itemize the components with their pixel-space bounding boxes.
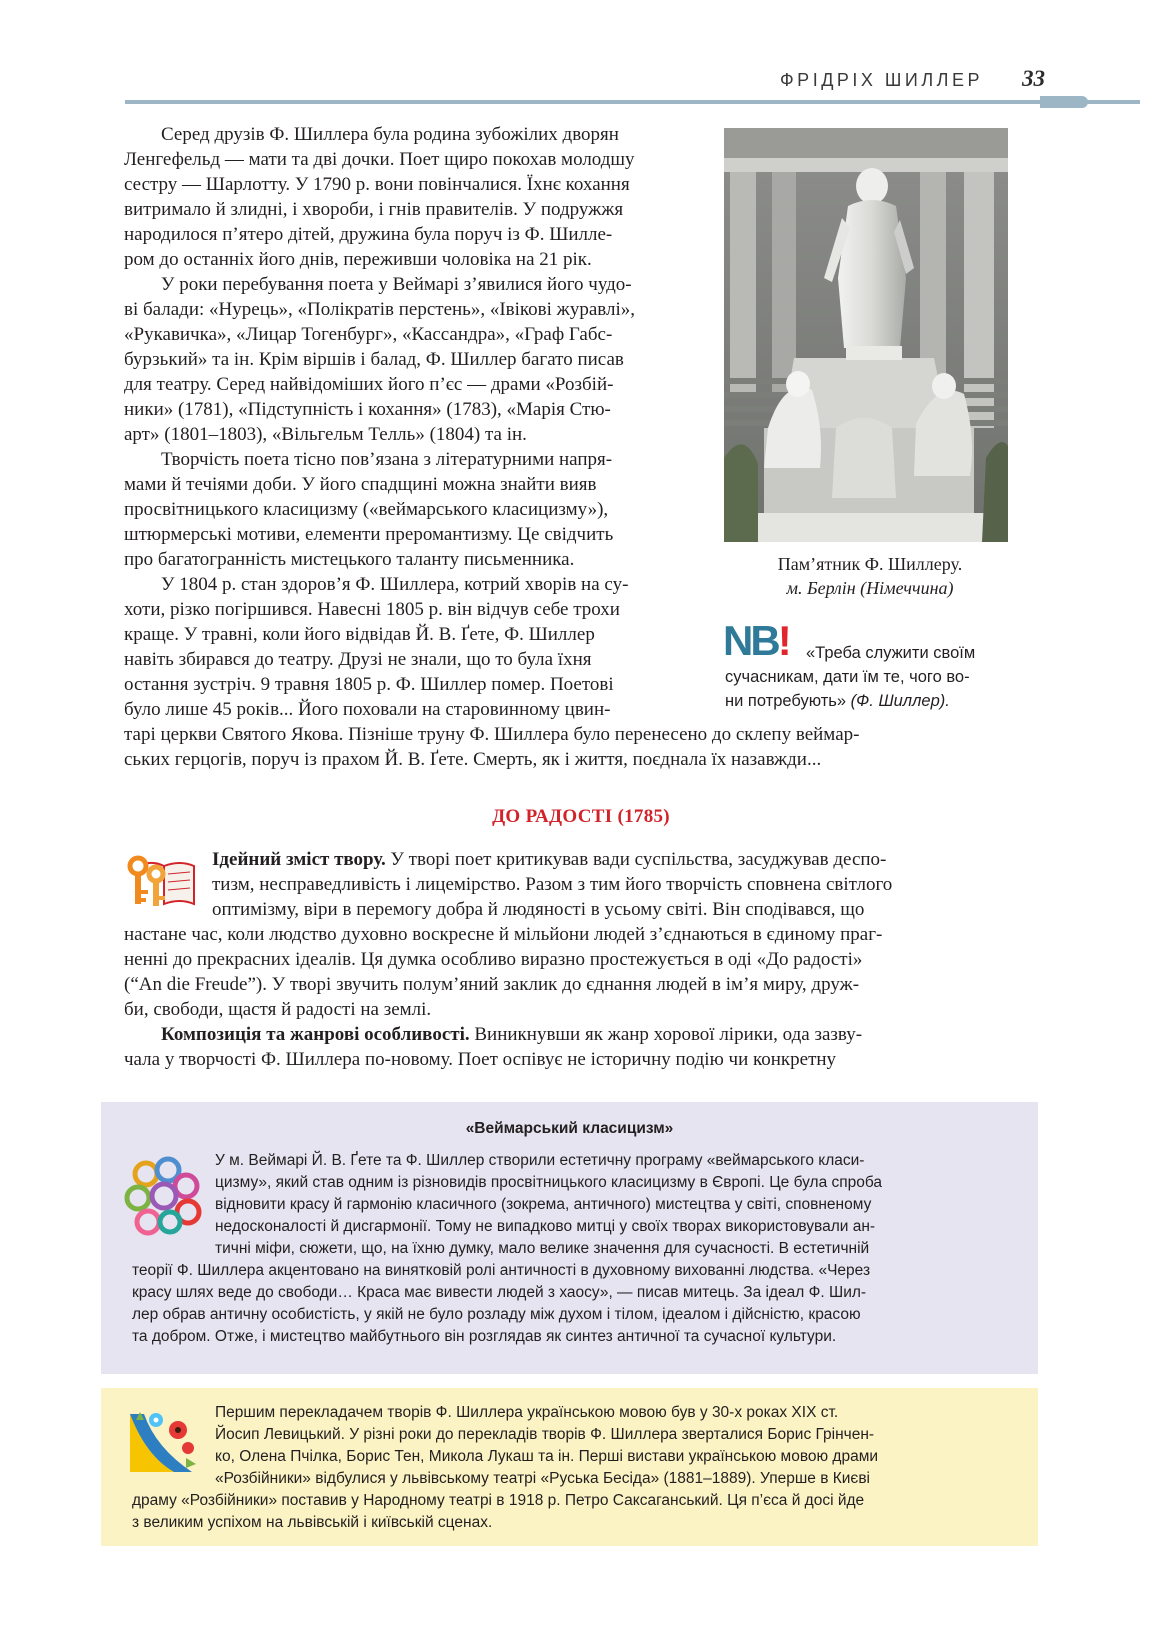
nb-quote-line [725, 689, 950, 713]
classicism-line: красу шлях веде до свободи… Краса має вивести людей з хаосу», — писав митець. За ідеал Ф. Шил- [132, 1284, 867, 1301]
nb-quote-text: ни потребують» [725, 692, 847, 710]
header-rule [125, 100, 1140, 104]
idea-line: би, свободи, щастя й радості на землі. [124, 999, 432, 1020]
bio-line: витримало й злидні, і хвороби, і гнів правителів. У подружжя [124, 199, 624, 220]
bio-line: ром до останніх його днів, переживши чоловіка на 21 рік. [124, 249, 592, 270]
ukraine-line: ко, Олена Пчілка, Борис Тен, Микола Лукаш та ін. Перші вистави українською мовою драми [215, 1448, 879, 1465]
caption-location: м. Берлін (Німеччина) [786, 578, 954, 598]
composition-line: чала у творчості Ф. Шиллера по-новому. Поет оспівує не історичну подію чи конкретну [124, 1049, 837, 1070]
composition-label: Композиція та жанрові особливості. [161, 1024, 470, 1045]
schiller-monument-photo [724, 128, 1008, 542]
bio-line: навіть збирався до театру. Друзі не знали, що то була їхня [124, 649, 592, 670]
photo-caption [715, 552, 1025, 600]
composition-line [161, 1022, 1014, 1047]
bio-line: сестру — Шарлотту. У 1790 р. вони повінчалися. Їхнє кохання [124, 174, 630, 195]
bio-line: бурзький» та ін. Крім віршів і балад, Ф. Шиллер багато писав [124, 349, 624, 370]
composition-text: Виникнувши як жанр хорової лірики, ода зазву- [469, 1024, 863, 1045]
bio-line: просвітницького класицизму («веймарського класицизму»), [124, 499, 609, 520]
ukraine-line: з великим успіхом на львівській і київській сценах. [132, 1514, 493, 1531]
ukraine-line: «Розбійники» відбулися у львівському театрі «Руська Бесіда» (1881–1889). Уперше в Києві [215, 1470, 871, 1487]
classicism-line: недосконалості й дисгармонії. Тому не випадково митці у своїх творах використовували ан- [215, 1218, 876, 1235]
nb-quote-line: «Треба служити своїм [806, 644, 976, 662]
ukraine-line: Першим перекладачем творів Ф. Шиллера українською мовою був у 30-х роках XIX ст. [215, 1404, 839, 1421]
bio-line: «Рукавичка», «Лицар Тогенбург», «Кассандра», «Граф Габс- [124, 324, 613, 345]
keys-book-icon [124, 852, 196, 910]
classicism-line: тичні міфи, сюжети, що, на їхню думку, мало велике значення для сучасності. В естетичній [215, 1240, 870, 1257]
idea-line: оптимізму, віри в перемогу добра й людяності в усьому світі. Він сподівався, що [212, 899, 865, 920]
nb-mark [723, 617, 789, 664]
classicism-line: У м. Веймарі Й. В. Ґете та Ф. Шиллер створили естетичну програму «веймарського класи- [215, 1152, 865, 1169]
page-number: 33 [1022, 66, 1045, 91]
idea-line: тизм, несправедливість і лицемірство. Разом з тим його творчість сповнена світлого [212, 874, 893, 895]
idea-line: (“An die Freude”). У творі звучить полум’яний заклик до єднання людей в ім’я миру, друж- [124, 974, 860, 995]
bio-line: ники» (1781), «Підступність і кохання» (1783), «Марія Стю- [124, 399, 611, 420]
section-title: ДО РАДОСТІ (1785) [492, 806, 670, 827]
caption-line: Пам’ятник Ф. Шиллеру. [777, 554, 963, 574]
nb-quote-author: (Ф. Шиллер). [846, 692, 950, 710]
idea-line [212, 847, 1012, 872]
bio-line: було лише 45 років... Його поховали на старовинному цвин- [124, 699, 611, 720]
bio-line: остання зустріч. 9 травня 1805 р. Ф. Шиллер помер. Поетові [124, 674, 614, 695]
ukraine-line: драму «Розбійники» поставив у Народному театрі в 1918 р. Петро Саксаганський. Ця п’єса й досі йде [132, 1492, 865, 1509]
bio-line: ві балади: «Нурець», «Полікратів перстень», «Івікові журавлі», [124, 299, 635, 320]
bio-line: про багатогранність мистецького таланту письменника. [124, 549, 575, 570]
idea-line: настане час, коли людство духовно воскресне й мільйони людей з’єднаються в єдиному праг- [124, 924, 883, 945]
bio-line: народилося п’ятеро дітей, дружина була поруч із Ф. Шилле- [124, 224, 613, 245]
nb-quote-line: сучасникам, дати їм те, чого во- [725, 668, 970, 686]
classicism-line: лер обрав античну особистість, у якій не було розладу між духом і тілом, ідеалом і дійсністю, красою [132, 1306, 861, 1323]
idea-text: У творі поет критикував вади суспільства, засуджував деспо- [385, 849, 887, 870]
classicism-line: та добром. Отже, і мистецтво майбутнього він розглядав як синтез античної та сучасної культури. [132, 1328, 837, 1345]
nb-exclamation: ! [777, 617, 789, 664]
running-title: ФРІДРІХ ШИЛЛЕР [780, 70, 983, 90]
classicism-line: відновити красу й гармонію класичного (зокрема, античного) мистецтва у світі, сповненому [215, 1196, 872, 1213]
nb-letter-n: N [723, 617, 751, 664]
bio-line: ських герцогів, поруч із прахом Й. В. Ґете. Смерть, як і життя, поєднала їх назавжди... [124, 749, 822, 770]
idea-label: Ідейний зміст твору. [212, 849, 386, 870]
bio-line: Серед друзів Ф. Шиллера була родина зубожілих дворян [161, 124, 619, 145]
bio-line: штюрмерські мотиви, елементи преромантизму. Це свідчить [124, 524, 614, 545]
ukrainian-flowers-icon [126, 1408, 200, 1476]
bio-line: краще. У травні, коли його відвідав Й. В. Ґете, Ф. Шиллер [124, 624, 595, 645]
idea-line: ненні до прекрасних ідеалів. Ця думка особливо виразно простежується в оді «До радості» [124, 949, 863, 970]
bio-line: арт» (1801–1803), «Вільгельм Телль» (1804) та ін. [124, 424, 527, 445]
bio-line: Творчість поета тісно пов’язана з літературними напря- [161, 449, 613, 470]
nb-letter-b: B [750, 617, 778, 664]
bio-line: Ленгефельд — мати та дві дочки. Поет щиро покохав молодшу [124, 149, 635, 170]
bio-line: хоти, різко погіршився. Навесні 1805 р. він відчув себе трохи [124, 599, 620, 620]
bio-line: У роки перебування поета у Веймарі з’явилися його чудо- [161, 274, 632, 295]
bio-line: мами й течіями доби. У його спадщині можна знайти вияв [124, 474, 597, 495]
bio-line: для театру. Серед найвідоміших його п’єс — драми «Розбій- [124, 374, 614, 395]
classicism-box-title: «Веймарський класицизм» [465, 1120, 674, 1137]
rosette-icon [124, 1156, 204, 1238]
bio-line: тарі церкви Святого Якова. Пізніше труну Ф. Шиллера було перенесено до склепу веймар- [124, 724, 860, 745]
header-tab [1040, 96, 1088, 108]
classicism-line: теорії Ф. Шиллера акцентовано на винятковій ролі античності в духовному вихованні людства. «Через [132, 1262, 871, 1279]
classicism-line: цизму», який став одним із різновидів просвітницького класицизму в Європі. Це була спроба [215, 1174, 883, 1191]
ukraine-line: Йосип Левицький. У різні роки до перекладів творів Ф. Шиллера зверталися Борис Грінчен- [215, 1426, 875, 1443]
bio-line: У 1804 р. стан здоров’я Ф. Шиллера, котрий хворів на су- [161, 574, 629, 595]
